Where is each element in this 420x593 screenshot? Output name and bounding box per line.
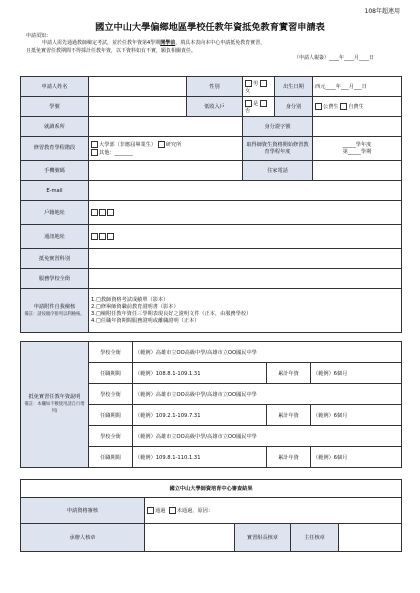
fail-checkbox[interactable] bbox=[169, 507, 176, 514]
handler-label: 承辦人核章 bbox=[21, 524, 145, 552]
experience-total[interactable]: （範例）6個月 bbox=[311, 447, 402, 468]
household-address-field[interactable] bbox=[89, 201, 402, 225]
period-label: 任職期間 bbox=[89, 447, 133, 468]
review-table bbox=[20, 479, 402, 552]
experience-period[interactable]: （範例）109.2.1-109.7.31 bbox=[133, 405, 267, 426]
experience-table bbox=[20, 341, 402, 468]
low-income-no-checkbox[interactable] bbox=[260, 100, 267, 107]
gender-options: 男 女 bbox=[243, 77, 275, 97]
school-label: 服務學校全銜 bbox=[21, 269, 89, 289]
low-income-yes-checkbox[interactable] bbox=[245, 100, 252, 107]
student-id-field[interactable] bbox=[89, 97, 187, 117]
director-field[interactable] bbox=[339, 524, 402, 552]
pass-checkbox[interactable] bbox=[147, 507, 154, 514]
notice bbox=[26, 33, 398, 55]
email-field[interactable] bbox=[89, 181, 402, 201]
self-paid-checkbox[interactable] bbox=[340, 103, 347, 110]
program-label: 修習教育學程階段 bbox=[21, 137, 89, 161]
experience-school[interactable]: （範例）高雄市立OO高級中學/高雄市立OO國民中學 bbox=[133, 384, 402, 405]
year-code: 108年超連用 bbox=[364, 8, 400, 15]
low-income-label: 低收入戶 bbox=[187, 97, 243, 117]
start-term-label: 取得師資生資格開始修習教育學程年度 bbox=[243, 137, 313, 161]
school-field[interactable] bbox=[89, 269, 402, 289]
attachment-item[interactable]: 3.□檢附任教年資任三學期表現良好之證明文件（正本，由服務學校） bbox=[91, 310, 252, 317]
experience-total[interactable]: （範例）6個月 bbox=[311, 405, 402, 426]
review-title: 國立中山大學師資培育中心審查結果 bbox=[21, 480, 402, 498]
experience-period[interactable]: （範例）109.8.1-110.1.31 bbox=[133, 447, 267, 468]
student-id-label: 學號 bbox=[21, 97, 89, 117]
department-label: 就讀系所 bbox=[21, 117, 89, 137]
birth-field[interactable]: 西元____年___月___日 bbox=[313, 77, 402, 97]
name-field[interactable] bbox=[89, 77, 187, 97]
attachment-item[interactable]: 4.□任職年資期間服務證明或離職證明（正本） bbox=[91, 317, 200, 324]
handler-field[interactable] bbox=[145, 524, 235, 552]
household-address-label: 戶籍地址 bbox=[21, 201, 89, 225]
review-qualification-options: 通過 未通過，原因： bbox=[145, 498, 402, 524]
id-number-field[interactable] bbox=[313, 117, 402, 137]
name-label: 申請人姓名 bbox=[21, 77, 89, 97]
signature-line: （申請人親簽）____年____月____日 bbox=[293, 55, 374, 61]
grad-checkbox[interactable] bbox=[158, 141, 165, 148]
attachment-item[interactable]: 1.□教師資格考試成績單（影本） bbox=[91, 296, 169, 303]
application-form bbox=[20, 76, 402, 333]
mail-address-field[interactable] bbox=[89, 225, 402, 249]
identity-options: 公費生 自費生 bbox=[313, 97, 402, 117]
section-chief-label: 實習組長核章 bbox=[235, 524, 291, 552]
period-label: 任職期間 bbox=[89, 363, 133, 384]
birth-label: 出生日期 bbox=[275, 77, 313, 97]
review-qualification-label: 申請資格審核 bbox=[21, 498, 145, 524]
director-label: 主任核章 bbox=[291, 524, 339, 552]
school-full-label: 學校全銜 bbox=[89, 426, 133, 447]
program-options: 大學部（非應屆畢業生） 研究所 其他：_______ bbox=[89, 137, 243, 161]
notice-line1: 申請人需先通過教師檢定考試，並於任教年資第4學期開學前，填具本表向本中心申請抵免教育實習， bbox=[42, 40, 266, 47]
school-full-label: 學校全銜 bbox=[89, 384, 133, 405]
total-label: 累計年資 bbox=[267, 405, 311, 426]
female-checkbox[interactable] bbox=[260, 80, 267, 87]
school-full-label: 學校全銜 bbox=[89, 342, 133, 363]
credential-type-label: 抵免實習科別 bbox=[21, 249, 89, 269]
attachment-item[interactable]: 2.□修畢師資職前教育證明書（影本） bbox=[91, 303, 179, 310]
identity-label: 身分別 bbox=[275, 97, 313, 117]
mobile-label: 手機號碼 bbox=[21, 161, 89, 181]
credential-type-field[interactable] bbox=[89, 249, 402, 269]
home-phone-field[interactable] bbox=[313, 161, 402, 181]
total-label: 累計年資 bbox=[267, 363, 311, 384]
experience-period[interactable]: （範例）108.8.1-109.1.31 bbox=[133, 363, 267, 384]
experience-total[interactable]: （範例）6個月 bbox=[311, 363, 402, 384]
page-title: 國立中山大學偏鄉地區學校任教年資抵免教育實習申請表 bbox=[95, 22, 325, 33]
experience-school[interactable]: （範例）高雄市立OO高級中學/高雄市立OO國民中學 bbox=[133, 342, 402, 363]
email-label: E-mail bbox=[21, 181, 89, 201]
id-number-label: 身分證字號 bbox=[243, 117, 313, 137]
home-phone-label: 住家電話 bbox=[243, 161, 313, 181]
total-label: 累計年資 bbox=[267, 447, 311, 468]
low-income-options: 是 否 bbox=[243, 97, 275, 117]
department-field[interactable] bbox=[89, 117, 243, 137]
attachments-list bbox=[89, 289, 402, 333]
public-checkbox[interactable] bbox=[315, 103, 322, 110]
notice-line2: 且抵免實習任教期間不得採計任教年資，以下資料如有不實，願負相關責任。 bbox=[26, 47, 197, 54]
mail-address-label: 通訊地址 bbox=[21, 225, 89, 249]
male-checkbox[interactable] bbox=[245, 80, 252, 87]
experience-school[interactable]: （範例）高雄市立OO高級中學/高雄市立OO國民中學 bbox=[133, 426, 402, 447]
experience-label: 抵免實習任教年資說明 備註：本欄如不敷使用請自行增列) bbox=[21, 342, 89, 468]
notice-label: 申請須知： bbox=[26, 33, 52, 39]
mobile-field[interactable] bbox=[89, 161, 243, 181]
attachments-label: 申請附件自我檢核 備註：請按順序排列以利檢核。 bbox=[21, 289, 89, 333]
start-term-field[interactable]: _____學年度 第_____學期 bbox=[313, 137, 402, 161]
other-checkbox[interactable] bbox=[91, 149, 98, 156]
period-label: 任職期間 bbox=[89, 405, 133, 426]
undergrad-checkbox[interactable] bbox=[91, 141, 98, 148]
gender-label: 性別 bbox=[187, 77, 243, 97]
